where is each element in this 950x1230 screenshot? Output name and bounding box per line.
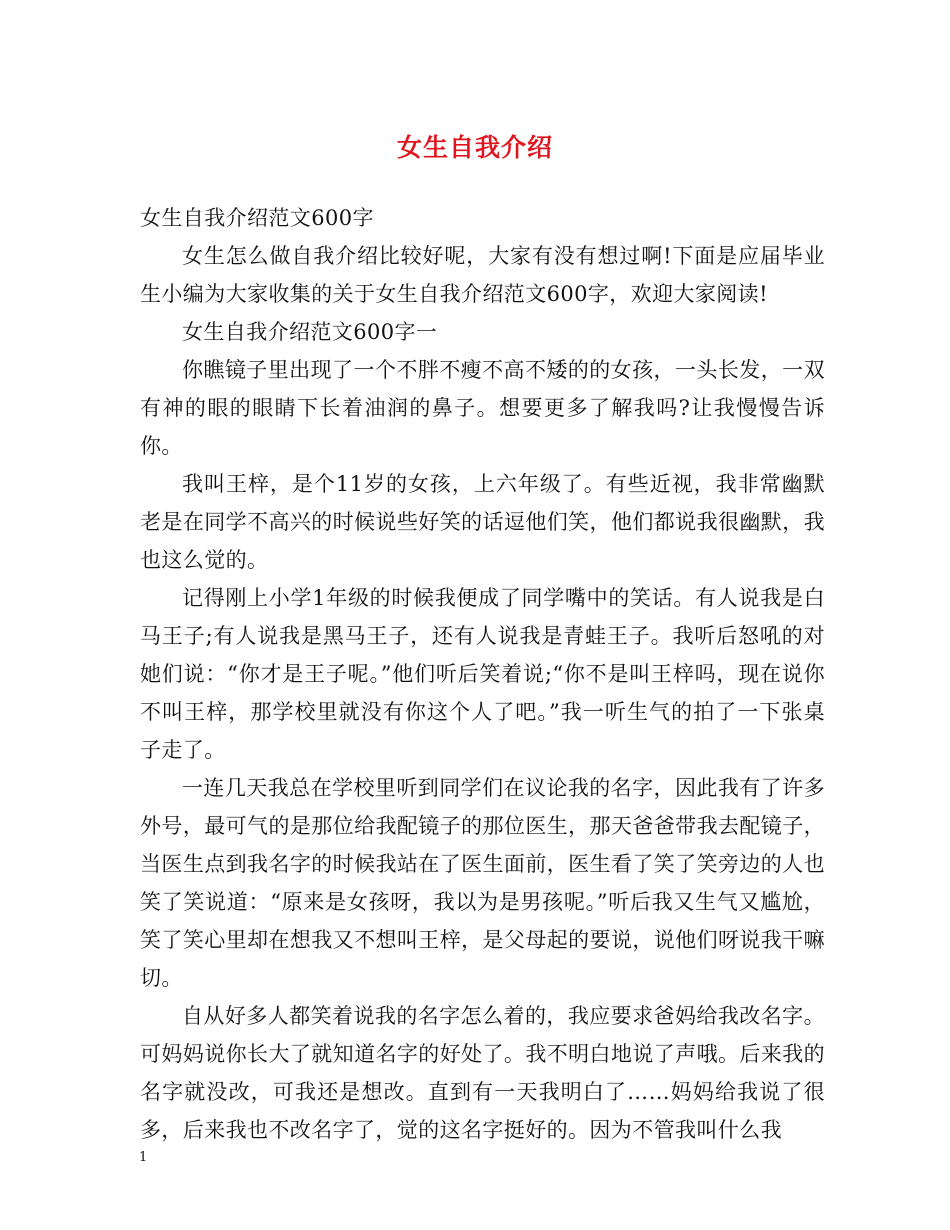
body-paragraph: 我叫王梓，是个11岁的女孩，上六年级了。有些近视，我非常幽默老是在同学不高兴的时候说些好笑的话逗他们笑，他们都说我很幽默，我也这么觉的。 — [140, 472, 825, 572]
body-paragraph: 你瞧镜子里出现了一个不胖不瘦不高不矮的的女孩，一头长发，一双有神的眼的眼睛下长着油润的鼻子。想要更多了解我吗?让我慢慢告诉你。 — [140, 358, 825, 458]
body-paragraph: 记得刚上小学1年级的时候我便成了同学嘴中的笑话。有人说我是白马王子;有人说我是黑马王子，还有人说我是青蛙王子。我听后怒吼的对她们说：“你才是王子呢。”他们听后笑着说;“你不是叫王梓吗，现在说你不叫王梓，那学校里就没有你这个人了吧。”我一听生气的拍了一下张桌子走了。 — [140, 586, 825, 762]
page-number: 1 — [139, 1150, 148, 1165]
section-heading: 女生自我介绍范文600字 — [140, 206, 374, 230]
body-paragraph: 一连几天我总在学校里听到同学们在议论我的名字，因此我有了许多外号，最可气的是那位给我配镜子的那位医生，那天爸爸带我去配镜子，当医生点到我名字的时候我站在了医生面前，医生看了笑了笑旁边的人也笑了笑说道：“原来是女孩呀，我以为是男孩呢。”听后我又生气又尴尬，笑了笑心里却在想我又不想叫王梓，是父母起的要说，说他们呀说我干嘛切。 — [140, 776, 825, 990]
essay-subheading: 女生自我介绍范文600字一 — [182, 320, 438, 344]
document-title: 女生自我介绍 — [396, 133, 553, 162]
intro-paragraph: 女生怎么做自我介绍比较好呢，大家有没有想过啊!下面是应届毕业生小编为大家收集的关于女生自我介绍范文600字，欢迎大家阅读! — [140, 244, 825, 306]
body-paragraph: 自从好多人都笑着说我的名字怎么着的，我应要求爸妈给我改名字。可妈妈说你长大了就知道名字的好处了。我不明白地说了声哦。后来我的名字就没改，可我还是想改。直到有一天我明白了……妈妈给我说了很多，后来我也不改名字了，觉的这名字挺好的。因为不管我叫什么我 — [140, 1004, 825, 1142]
document-body — [140, 199, 825, 1149]
